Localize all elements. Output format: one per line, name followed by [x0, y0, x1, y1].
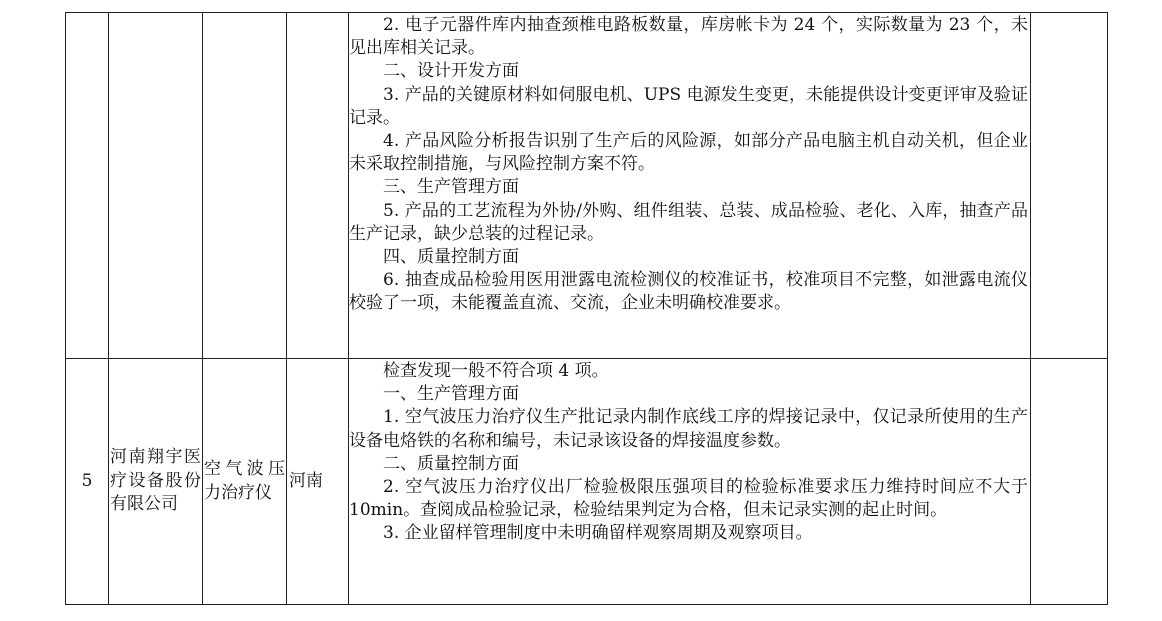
issue-paragraph: 3. 产品的关键原材料如伺服电机、UPS 电源发生变更，未能提供设计变更评审及验证记录。 [349, 84, 1028, 128]
product-name: 空气波压力治疗仪 [204, 459, 285, 503]
section-heading: 二、质量控制方面 [383, 453, 519, 474]
region-name: 河南 [289, 470, 323, 491]
company-cell [109, 359, 203, 605]
issue-paragraph: 2. 空气波压力治疗仪出厂检验极限压强项目的检验标准要求压力维持时间应不大于 10min。查阅成品检验记录，检验结果判定为合格，但未记录实测的起止时间。 [349, 477, 1028, 521]
section-heading: 三、生产管理方面 [383, 177, 519, 198]
issue-paragraph: 3. 企业留样管理制度中未明确留样观察周期及观察项目。 [383, 523, 813, 544]
inspection-table [65, 12, 1108, 605]
region-cell [287, 359, 349, 605]
issue-paragraph: 4. 产品风险分析报告识别了生产后的风险源，如部分产品电脑主机自动关机，但企业未采取控制措施，与风险控制方案不符。 [349, 131, 1028, 175]
issue-paragraph: 1. 空气波压力治疗仪生产批记录内制作底线工序的焊接记录中，仅记录所使用的生产设备电烙铁的名称和编号，未记录该设备的焊接温度参数。 [349, 407, 1028, 451]
issue-summary: 检查发现一般不符合项 4 项。 [383, 361, 609, 381]
section-heading: 二、设计开发方面 [383, 61, 519, 82]
note-cell [1031, 13, 1108, 359]
section-heading: 一、生产管理方面 [383, 384, 519, 405]
index-cell [66, 13, 109, 359]
issues-cell [349, 13, 1031, 359]
index-cell [66, 359, 109, 605]
issues-cell [349, 359, 1031, 605]
issue-paragraph: 2. 电子元器件库内抽查颈椎电路板数量，库房帐卡为 24 个，实际数量为 23 个，未见出库相关记录。 [349, 15, 1028, 59]
issue-paragraph: 6. 抽查成品检验用医用泄露电流检测仪的校准证书，校准项目不完整，如泄露电流仪校验了一项，未能覆盖直流、交流，企业未明确校准要求。 [349, 270, 1028, 314]
company-name: 河南翔宇医疗设备股份有限公司 [110, 447, 201, 515]
table-row [66, 359, 1108, 605]
product-cell [203, 13, 287, 359]
table-row [66, 13, 1108, 359]
section-heading: 四、质量控制方面 [383, 247, 519, 268]
region-cell [287, 13, 349, 359]
product-cell [203, 359, 287, 605]
company-cell [109, 13, 203, 359]
note-cell [1031, 359, 1108, 605]
row-index: 5 [81, 470, 93, 491]
issue-paragraph: 5. 产品的工艺流程为外协/外购、组件组装、总装、成品检验、老化、入库，抽查产品生产记录，缺少总装的过程记录。 [349, 200, 1028, 244]
